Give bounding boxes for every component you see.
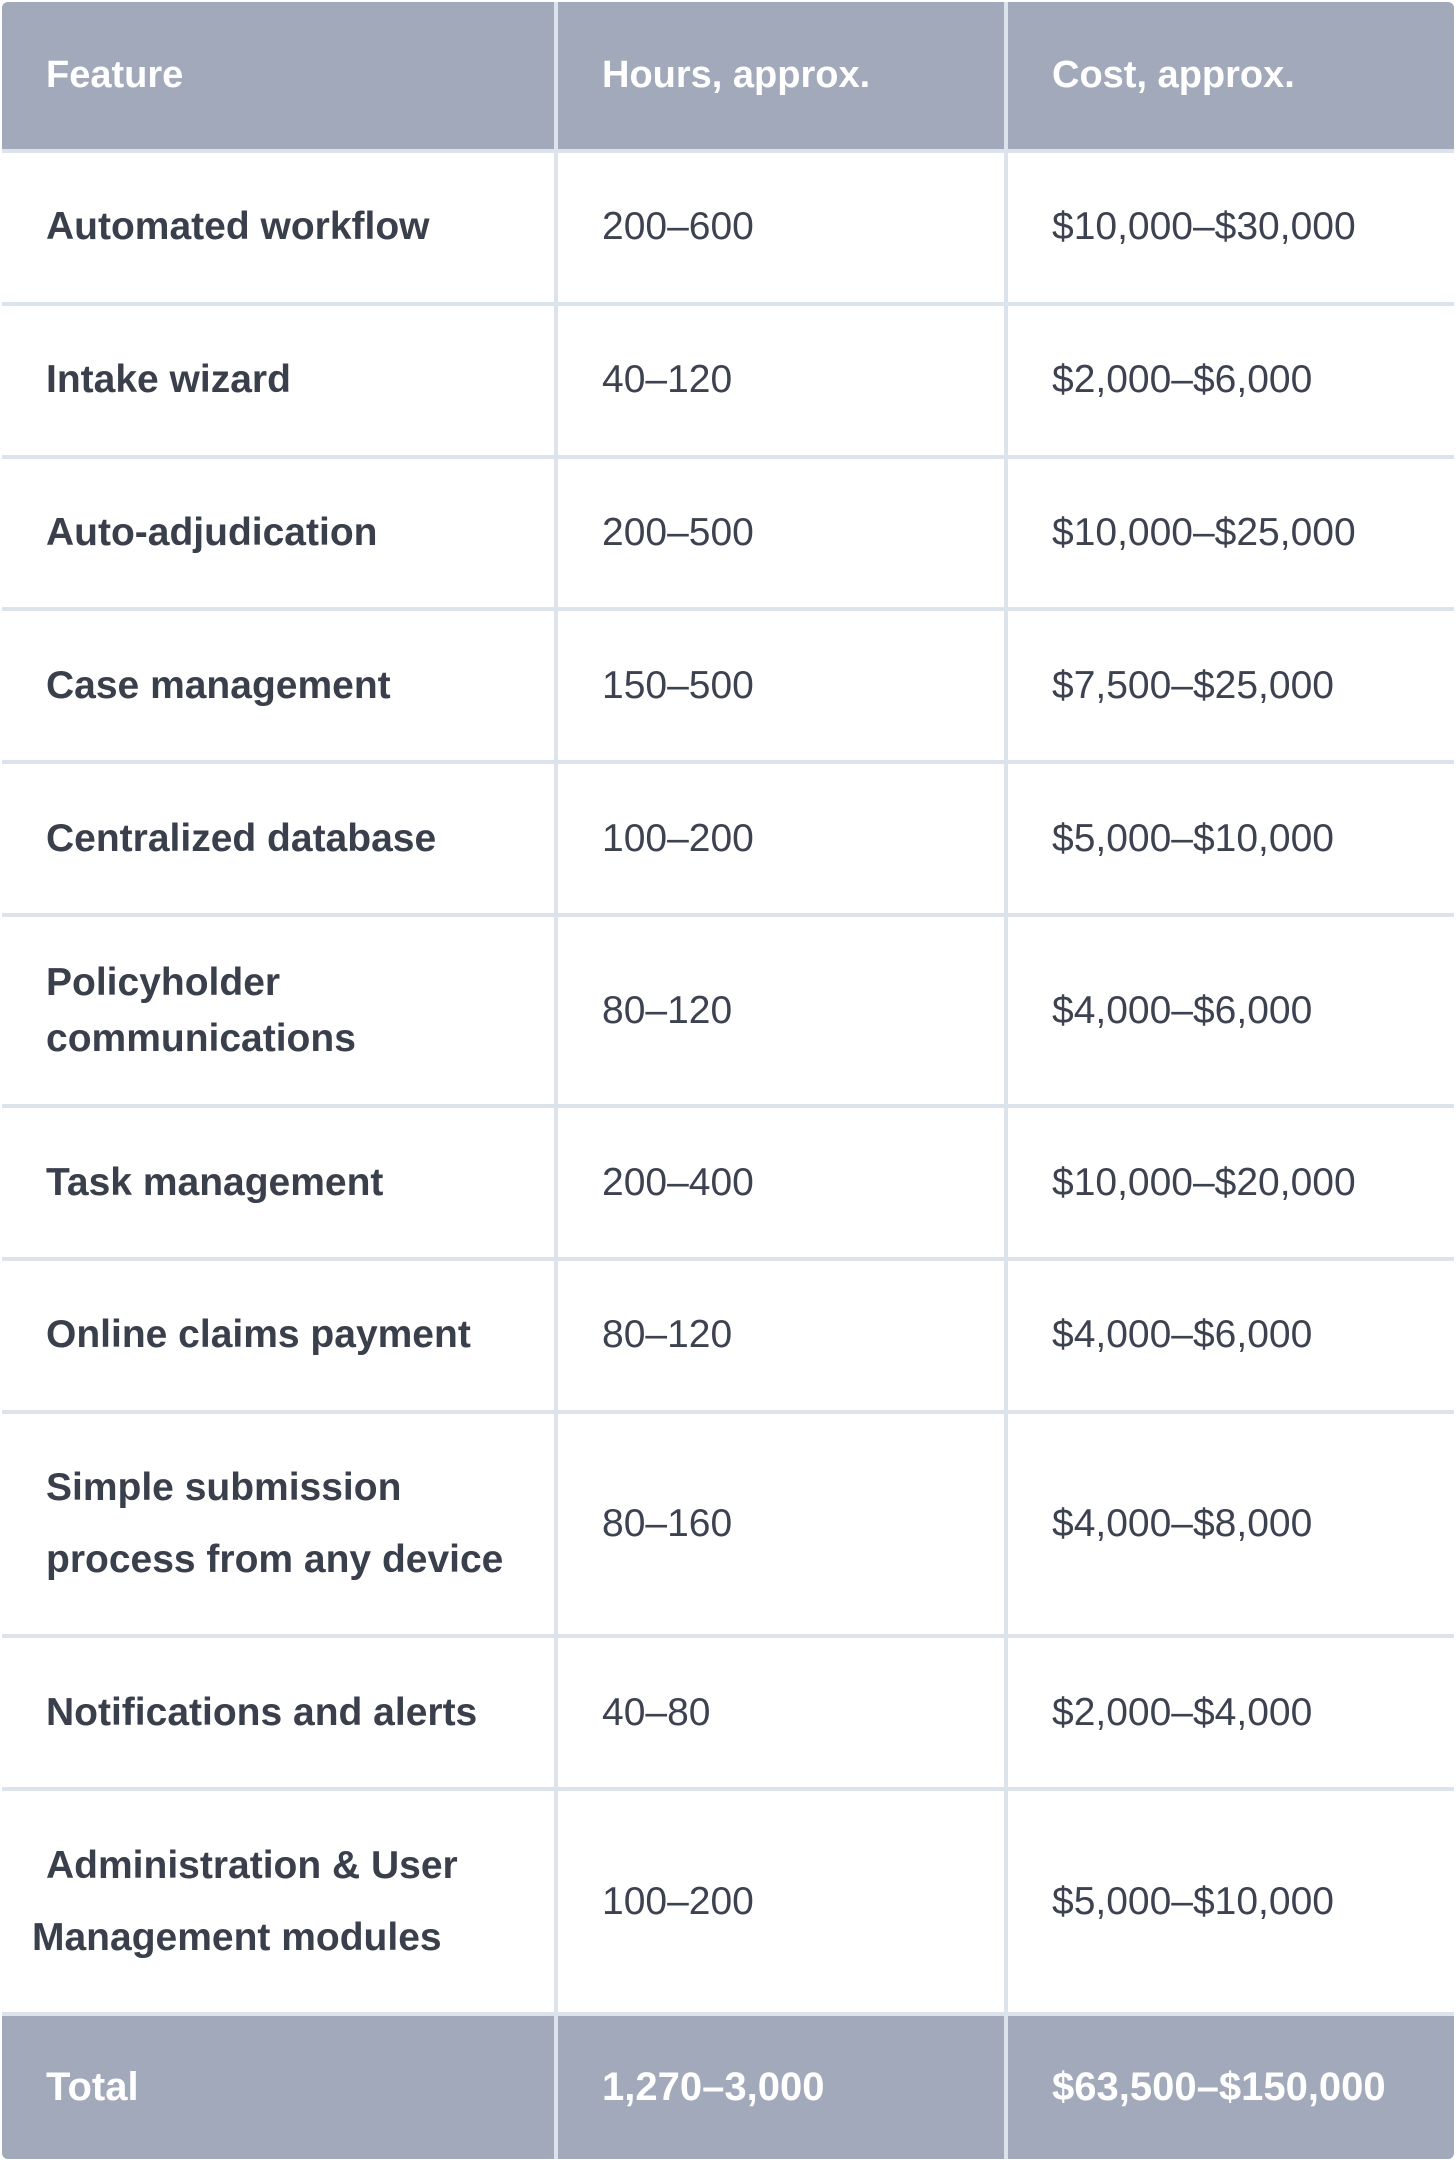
cost-cell: $10,000–$20,000 bbox=[1008, 1108, 1454, 1257]
table-row bbox=[2, 459, 1454, 608]
hours-cell: 80–160 bbox=[558, 1414, 1004, 1635]
header-hours: Hours, approx. bbox=[558, 2, 1004, 149]
total-label: Total bbox=[2, 2016, 554, 2159]
table-body bbox=[2, 153, 1454, 2012]
feature-cell bbox=[2, 917, 554, 1104]
cost-cell: $4,000–$8,000 bbox=[1008, 1414, 1454, 1635]
hours-cell: 40–120 bbox=[558, 306, 1004, 455]
feature-cell bbox=[2, 1108, 554, 1257]
feature-line: Policyholder bbox=[46, 960, 281, 1004]
feature-line: Online claims payment bbox=[46, 1313, 471, 1357]
feature-line: Intake wizard bbox=[46, 358, 291, 402]
table-footer bbox=[2, 2016, 1454, 2159]
feature-line: Case management bbox=[46, 663, 391, 707]
hours-cell: 150–500 bbox=[558, 611, 1004, 760]
hours-cell: 200–400 bbox=[558, 1108, 1004, 1257]
hours-cell: 40–80 bbox=[558, 1638, 1004, 1787]
feature-line: Task management bbox=[46, 1160, 384, 1204]
feature-cell bbox=[2, 764, 554, 913]
feature-line: Management modules bbox=[32, 1915, 442, 1959]
total-row bbox=[2, 2016, 1454, 2159]
feature-line: Auto-adjudication bbox=[46, 510, 378, 554]
table-header bbox=[2, 2, 1454, 149]
cost-cell: $10,000–$25,000 bbox=[1008, 459, 1454, 608]
feature-line: Simple submission bbox=[46, 1466, 402, 1510]
cost-cell: $2,000–$6,000 bbox=[1008, 306, 1454, 455]
hours-cell: 200–600 bbox=[558, 153, 1004, 302]
table-row bbox=[2, 1638, 1454, 1787]
table-row bbox=[2, 153, 1454, 302]
feature-line: Automated workflow bbox=[46, 205, 430, 249]
total-cost: $63,500–$150,000 bbox=[1008, 2016, 1454, 2159]
cost-cell: $5,000–$10,000 bbox=[1008, 764, 1454, 913]
feature-cost-table bbox=[2, 2, 1454, 2159]
cost-cell: $4,000–$6,000 bbox=[1008, 1261, 1454, 1410]
hours-cell: 100–200 bbox=[558, 1791, 1004, 2012]
header-cost: Cost, approx. bbox=[1008, 2, 1454, 149]
cost-cell: $7,500–$25,000 bbox=[1008, 611, 1454, 760]
feature-line: process from any device bbox=[46, 1538, 504, 1582]
feature-cell bbox=[2, 153, 554, 302]
table-row bbox=[2, 764, 1454, 913]
table-row bbox=[2, 917, 1454, 1104]
cost-cell: $4,000–$6,000 bbox=[1008, 917, 1454, 1104]
feature-cell bbox=[2, 1638, 554, 1787]
table-row bbox=[2, 1414, 1454, 1635]
cost-table-container bbox=[2, 2, 1454, 2159]
cost-cell: $2,000–$4,000 bbox=[1008, 1638, 1454, 1787]
table-row bbox=[2, 1791, 1454, 2012]
table-row bbox=[2, 306, 1454, 455]
hours-cell: 80–120 bbox=[558, 1261, 1004, 1410]
feature-cell bbox=[2, 611, 554, 760]
hours-cell: 80–120 bbox=[558, 917, 1004, 1104]
feature-cell bbox=[2, 306, 554, 455]
feature-cell bbox=[2, 1261, 554, 1410]
feature-cell bbox=[2, 1791, 554, 2012]
header-row bbox=[2, 2, 1454, 149]
cost-cell: $5,000–$10,000 bbox=[1008, 1791, 1454, 2012]
hours-cell: 100–200 bbox=[558, 764, 1004, 913]
table-row bbox=[2, 1108, 1454, 1257]
feature-line: Administration & User bbox=[46, 1843, 458, 1887]
table-row bbox=[2, 1261, 1454, 1410]
total-hours: 1,270–3,000 bbox=[558, 2016, 1004, 2159]
table-row bbox=[2, 611, 1454, 760]
feature-cell bbox=[2, 1414, 554, 1635]
feature-line: communications bbox=[46, 1016, 356, 1060]
feature-cell bbox=[2, 459, 554, 608]
header-feature: Feature bbox=[2, 2, 554, 149]
hours-cell: 200–500 bbox=[558, 459, 1004, 608]
cost-cell: $10,000–$30,000 bbox=[1008, 153, 1454, 302]
feature-line: Notifications and alerts bbox=[46, 1690, 478, 1734]
feature-line: Centralized database bbox=[46, 816, 437, 860]
